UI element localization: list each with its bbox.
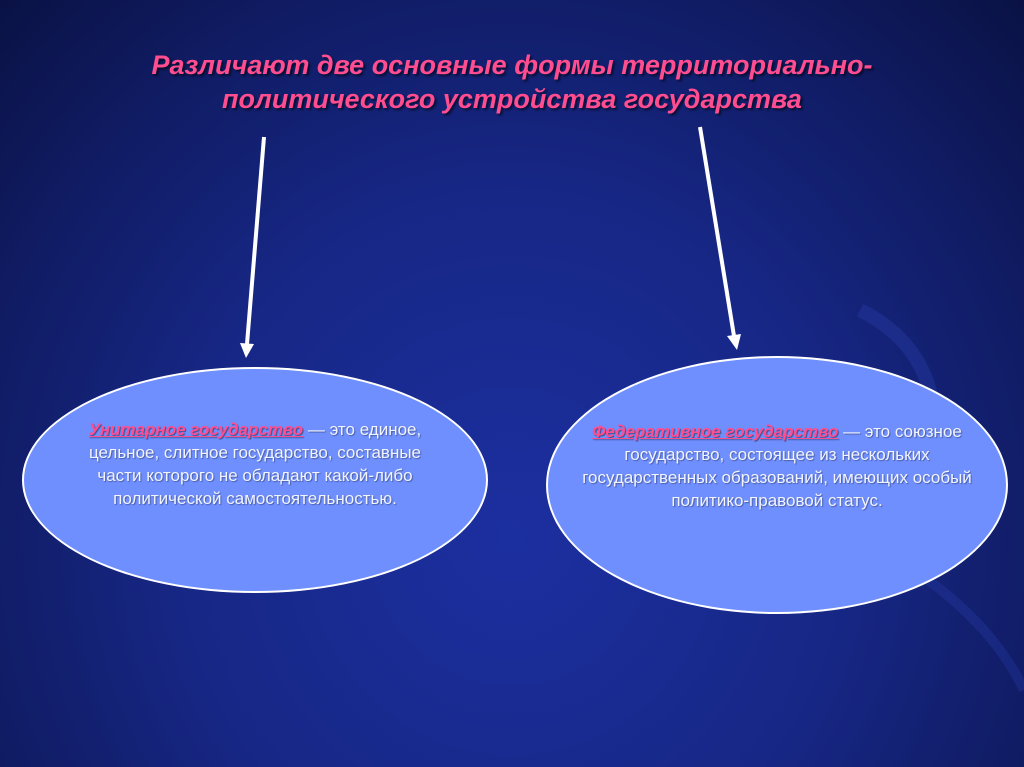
right-arrow bbox=[700, 127, 741, 350]
unitary-state-ellipse bbox=[22, 367, 488, 593]
unitary-state-text bbox=[85, 418, 425, 510]
slide-title bbox=[100, 48, 924, 116]
title-line-1: Различают две основные формы территориально- bbox=[151, 50, 873, 80]
unitary-state-term: Унитарное государство bbox=[88, 420, 304, 439]
unitary-state-definition: — это единое, цельное, слитное государство, составные части которого не обладают какой-либо политической самостоятельностью. bbox=[88, 420, 422, 508]
federal-state-term: Федеративное государство bbox=[592, 422, 839, 441]
left-arrow bbox=[240, 137, 264, 358]
title-line-2: политического устройства государства bbox=[222, 84, 802, 114]
federal-state-text bbox=[557, 420, 997, 512]
federal-state-ellipse bbox=[546, 356, 1008, 614]
federal-state-definition: — это союзное государство, состоящее из нескольких государственных образований, имеющих особый политико-правовой статус. bbox=[582, 422, 972, 510]
